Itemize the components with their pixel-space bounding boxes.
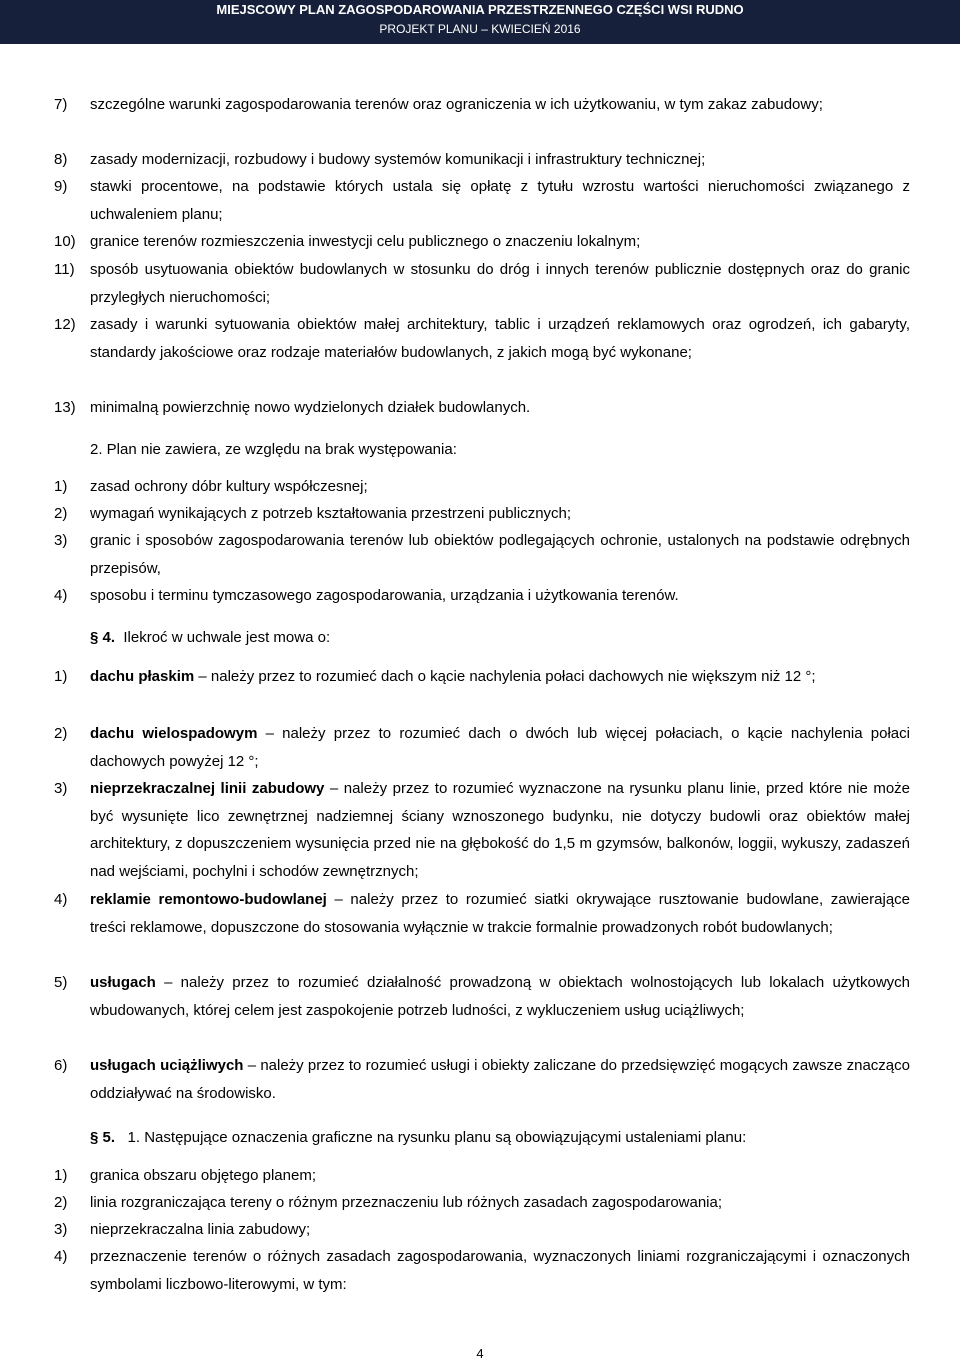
- list-item-number: 6): [54, 1057, 68, 1074]
- list-item: [54, 527, 910, 582]
- list-item-number: 1): [54, 478, 68, 495]
- list-item-text: zasady modernizacji, rozbudowy i budowy systemów komunikacji i infrastruktury technicznej;: [90, 151, 706, 168]
- list-item-number: 2): [54, 725, 68, 742]
- list-item: [54, 394, 910, 422]
- list-item: [54, 582, 910, 610]
- paragraph-2: 2. Plan nie zawiera, ze względu na brak występowania:: [90, 441, 457, 458]
- list-item-text: sposób usytuowania obiektów budowlanych w stosunku do dróg i innych terenów publicznie dostępnych oraz do granic przyległych nieruchomości;: [90, 261, 910, 306]
- list-item-number: 4): [54, 587, 68, 604]
- list-item-number: 9): [54, 178, 68, 195]
- definition-term: dachu wielospadowym: [90, 725, 258, 742]
- list-item-text: szczególne warunki zagospodarowania terenów oraz ograniczenia w ich użytkowaniu, w tym zakaz zabudowy;: [90, 96, 823, 113]
- definition-item: [54, 720, 910, 775]
- list-item: [54, 146, 910, 174]
- definition-text: – należy przez to rozumieć wyznaczone na rysunku planu linie, przed które nie może być wysunięte lico zewnętrznej nadziemnej ściany wznoszonego budynku, nie dotyczy budowli oraz obiektów małej architektury, z dopuszczeniem wysunięcia przed nie na głębokość do 1,5 m gzymsów, balkonów, loggii, wykuszy, zadaszeń nad wejściami, pochylni i schodów zewnętrznych;: [90, 780, 911, 880]
- list-item-number: 10): [54, 233, 76, 250]
- list-item-number: 12): [54, 316, 76, 333]
- list-item: [54, 228, 910, 256]
- document-header: [0, 0, 960, 44]
- list-item: [54, 1216, 910, 1244]
- list-item-text: wymagań wynikających z potrzeb kształtowania przestrzeni publicznych;: [90, 505, 572, 522]
- definition-text: – należy przez to rozumieć dach o dwóch lub więcej połaciach, o kącie nachylenia połaci dachowych powyżej 12 °;: [90, 725, 910, 770]
- list-item-text: przeznaczenie terenów o różnych zasadach zagospodarowania, wyznaczonych liniami rozgraniczającymi i oznaczonych symbolami liczbowo-literowymi, w tym:: [90, 1248, 910, 1293]
- definition-text: – należy przez to rozumieć dach o kącie nachylenia połaci dachowych nie większym niż 12 °;: [194, 668, 816, 685]
- list-item-number: 3): [54, 532, 68, 549]
- list-item: [54, 473, 910, 501]
- section-5-heading: [90, 1124, 920, 1152]
- definition-item: [54, 1052, 910, 1107]
- list-item-number: 2): [54, 505, 68, 522]
- list-item-text: granice terenów rozmieszczenia inwestycji celu publicznego o znaczeniu lokalnym;: [90, 233, 641, 250]
- definition-term: usługach uciążliwych: [90, 1057, 244, 1074]
- list-item-number: 2): [54, 1194, 68, 1211]
- definition-text: – należy przez to rozumieć usługi i obiekty zaliczane do przedsięwzięć mogących zawsze znacząco oddziaływać na środowisko.: [90, 1057, 910, 1102]
- header-subtitle: PROJEKT PLANU – KWIECIEŃ 2016: [379, 22, 581, 36]
- list-item: [54, 91, 910, 119]
- definition-item: [54, 663, 910, 691]
- definition-text: – należy przez to rozumieć działalność prowadzoną w obiektach wolnostojących lub lokalach użytkowych wbudowanych, której celem jest zaspokojenie potrzeb ludności, z wykluczeniem usług uciążliwych;: [90, 974, 910, 1019]
- list-item-number: 3): [54, 1221, 68, 1238]
- list-item-text: stawki procentowe, na podstawie których ustala się opłatę z tytułu wzrostu wartości nieruchomości związanego z uchwaleniem planu;: [90, 178, 910, 223]
- header-title: MIEJSCOWY PLAN ZAGOSPODAROWANIA PRZESTRZENNEGO CZĘŚCI WSI RUDNO: [216, 2, 744, 17]
- list-item: [54, 500, 910, 528]
- list-item-number: 4): [54, 1248, 68, 1265]
- section-5-mark: § 5.: [90, 1129, 116, 1146]
- page-number: 4: [476, 1346, 484, 1361]
- list-item-text: granic i sposobów zagospodarowania terenów lub obiektów podlegających ochronie, ustalonych na podstawie odrębnych przepisów,: [90, 532, 910, 577]
- section-4-heading: [90, 624, 920, 652]
- list-item-number: 13): [54, 399, 76, 416]
- list-item-text: sposobu i terminu tymczasowego zagospodarowania, urządzania i użytkowania terenów.: [90, 587, 679, 604]
- list-item-text: zasady i warunki sytuowania obiektów małej architektury, tablic i urządzeń reklamowych oraz ogrodzeń, ich gabaryty, standardy jakościowe oraz rodzaje materiałów budowlanych, z jakich mogą być wykonane;: [90, 316, 910, 361]
- list-item: [54, 173, 910, 228]
- definition-term: nieprzekraczalnej linii zabudowy: [90, 780, 325, 797]
- list-item-number: 3): [54, 780, 68, 797]
- section-4-mark: § 4.: [90, 629, 116, 646]
- list-item: [54, 256, 910, 311]
- list-item-number: 1): [54, 668, 68, 685]
- list-item-number: 8): [54, 151, 68, 168]
- definition-term: usługach: [90, 974, 156, 991]
- list-item-number: 4): [54, 891, 68, 908]
- list-item-number: 11): [54, 261, 75, 278]
- list-item-number: 7): [54, 96, 68, 113]
- definition-text: – należy przez to rozumieć siatki okrywające rusztowanie budowlane, zawierające treści reklamowe, dopuszczone do stosowania wyłącznie w trakcie formalnie prowadzonych robót budowlanych;: [90, 891, 911, 936]
- definition-item: [54, 969, 910, 1024]
- definition-item: [54, 775, 910, 885]
- definition-term: dachu płaskim: [90, 668, 195, 685]
- list-item-text: granica obszaru objętego planem;: [90, 1167, 316, 1184]
- section-5-text: 1. Następujące oznaczenia graficzne na rysunku planu są obowiązującymi ustaleniami planu:: [127, 1129, 747, 1146]
- list-item: [54, 311, 910, 366]
- list-item-number: 1): [54, 1167, 68, 1184]
- list-item-text: nieprzekraczalna linia zabudowy;: [90, 1221, 311, 1238]
- list-item: [54, 1162, 910, 1190]
- list-item: [54, 1243, 910, 1298]
- definition-item: [54, 886, 910, 941]
- section-4-text: Ilekroć w uchwale jest mowa o:: [123, 629, 331, 646]
- list-item-number: 5): [54, 974, 68, 991]
- definition-term: reklamie remontowo-budowlanej: [90, 891, 327, 908]
- list-item: [54, 1189, 910, 1217]
- list-item-text: zasad ochrony dóbr kultury współczesnej;: [90, 478, 368, 495]
- list-item-text: linia rozgraniczająca tereny o różnym przeznaczeniu lub różnych zasadach zagospodarowania;: [90, 1194, 723, 1211]
- list-item-text: minimalną powierzchnię nowo wydzielonych działek budowlanych.: [90, 399, 531, 416]
